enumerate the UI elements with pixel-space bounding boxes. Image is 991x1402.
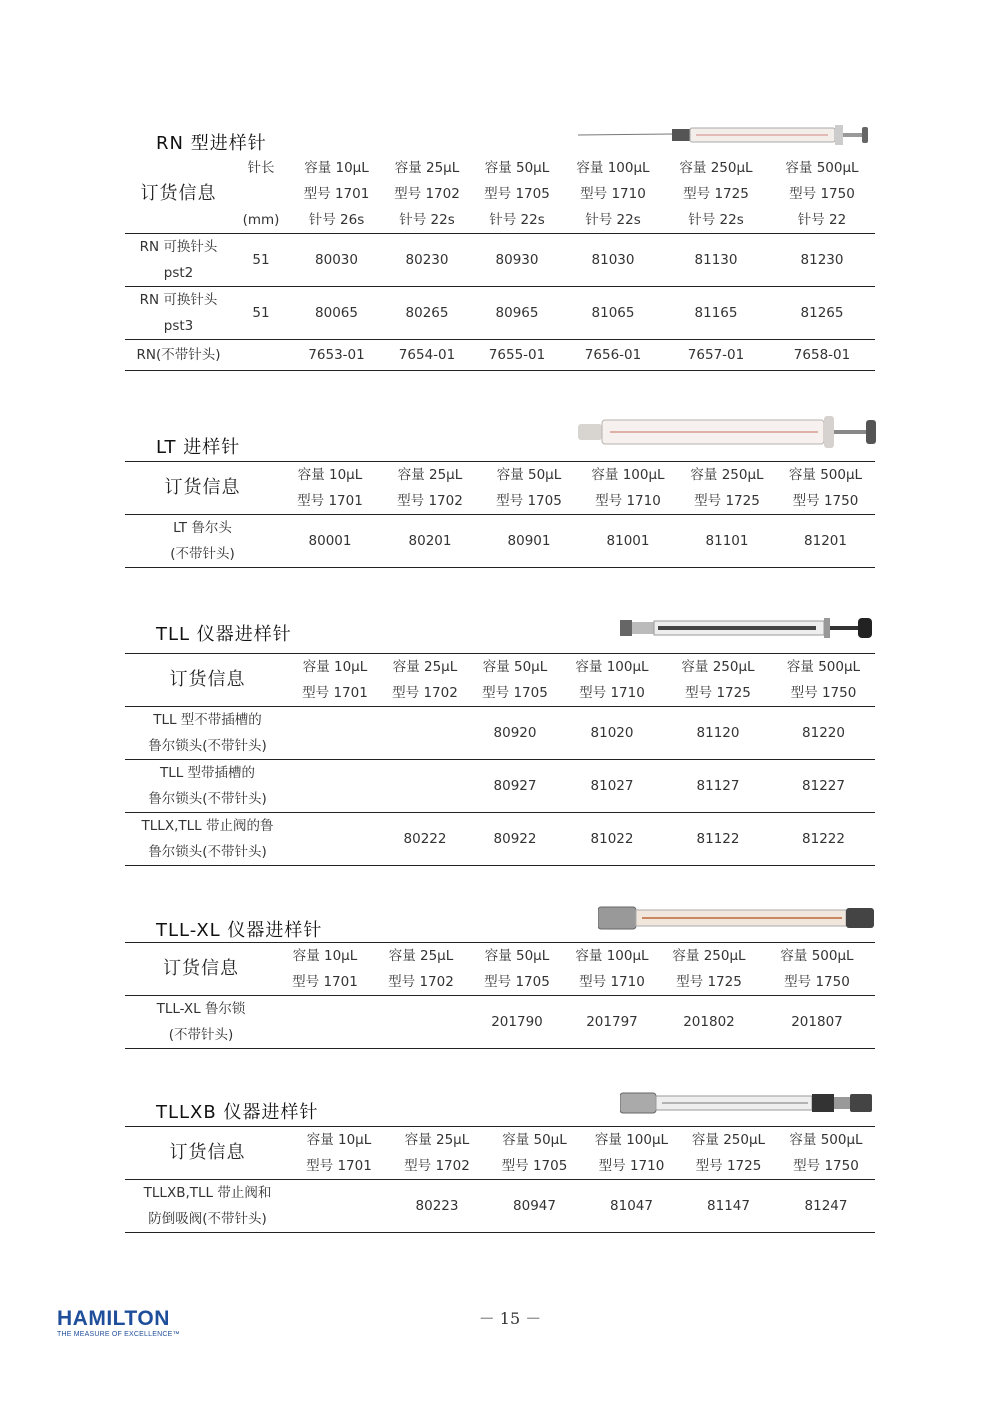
lt-syringe-icon — [578, 412, 884, 452]
tll-syringe-icon — [620, 614, 876, 642]
part-number-cell: 80901 — [480, 515, 578, 568]
part-number-cell — [290, 707, 380, 760]
rn-syringe-icon — [578, 122, 874, 148]
part-number-cell: 81130 — [663, 234, 769, 287]
tllxb-col-header: 容量 250μL 型号 1725 — [680, 1127, 777, 1180]
row-label: RN 可换针头 pst2 — [125, 234, 232, 287]
row-label: TLLXB,TLL 带止阀和 防倒吸阀(不带针头) — [125, 1180, 290, 1233]
page-number: － 15 － — [478, 1309, 542, 1328]
part-number-cell: 81020 — [560, 707, 664, 760]
lt-col-header: 容量 50μL 型号 1705 — [480, 462, 578, 515]
part-number-cell: 81230 — [769, 234, 875, 287]
tllxb-section-title: TLLXB 仪器进样针 — [156, 1102, 319, 1123]
rn-col-header: 容量 500μL 型号 1750 针号 22 — [785, 160, 859, 228]
tllxl-col-header: 容量 50μL 型号 1705 — [469, 943, 565, 996]
table-row — [125, 813, 875, 866]
part-number-cell: 81101 — [678, 515, 776, 568]
tllxb-col-header: 容量 50μL 型号 1705 — [486, 1127, 583, 1180]
table-row — [125, 287, 875, 340]
row-label: RN 可换针头 pst3 — [125, 287, 232, 340]
row-label: RN(不带针头) — [125, 340, 232, 371]
part-number-cell: 80222 — [380, 813, 470, 866]
part-number-cell: 81265 — [769, 287, 875, 340]
part-number-cell: 81147 — [680, 1180, 777, 1233]
rn-table — [125, 155, 875, 371]
part-number-cell: 81001 — [578, 515, 678, 568]
row-label: TLL 型不带插槽的 鲁尔锁头(不带针头) — [125, 707, 290, 760]
row-label: TLL 型带插槽的 鲁尔锁头(不带针头) — [125, 760, 290, 813]
part-number-cell: 81120 — [664, 707, 772, 760]
logo-wordmark: HAMILTON — [57, 1307, 170, 1330]
part-number-cell: 80065 — [290, 287, 383, 340]
tllxl-col-header: 容量 100μL 型号 1710 — [565, 943, 659, 996]
rn-section-title: RN 型进样针 — [156, 133, 267, 154]
part-number-cell: 81220 — [772, 707, 875, 760]
tll-col-header: 容量 10μL 型号 1701 — [290, 654, 380, 707]
lt-table — [125, 461, 875, 568]
rn-col-header: 容量 100μL 型号 1710 针号 22s — [576, 160, 650, 228]
part-number-cell: 80030 — [290, 234, 383, 287]
part-number-cell — [290, 813, 380, 866]
lt-col-header: 容量 500μL 型号 1750 — [776, 462, 875, 515]
tllxl-syringe-icon — [598, 903, 876, 933]
tllxl-section-title: TLL-XL 仪器进样针 — [156, 920, 323, 941]
tll-table — [125, 653, 875, 866]
tllxb-col-header: 容量 10μL 型号 1701 — [290, 1127, 388, 1180]
part-number-cell: 80965 — [471, 287, 563, 340]
part-number-cell: 81122 — [664, 813, 772, 866]
table-row — [125, 707, 875, 760]
part-number-cell: 7653-01 — [290, 340, 383, 371]
part-number-cell: 81022 — [560, 813, 664, 866]
tllxb-col-header: 容量 25μL 型号 1702 — [388, 1127, 486, 1180]
part-number-cell: 80201 — [380, 515, 480, 568]
part-number-cell: 80920 — [470, 707, 560, 760]
needle-length-cell: 51 — [232, 287, 290, 340]
hamilton-logo — [57, 1308, 180, 1339]
part-number-cell: 81047 — [583, 1180, 680, 1233]
part-number-cell: 7656-01 — [563, 340, 663, 371]
needle-length-cell: 51 — [232, 234, 290, 287]
part-number-cell: 201807 — [759, 996, 875, 1049]
tllxb-order-info-heading: 订货信息 — [125, 1127, 290, 1180]
part-number-cell — [380, 707, 470, 760]
rn-order-info-heading: 订货信息 — [140, 183, 217, 204]
lt-col-header: 容量 25μL 型号 1702 — [380, 462, 480, 515]
tll-col-header: 容量 500μL 型号 1750 — [772, 654, 875, 707]
part-number-cell: 81065 — [563, 287, 663, 340]
tll-col-header: 容量 25μL 型号 1702 — [380, 654, 470, 707]
part-number-cell: 80265 — [383, 287, 471, 340]
table-row — [125, 1180, 875, 1233]
table-row — [125, 515, 875, 568]
part-number-cell: 81201 — [776, 515, 875, 568]
part-number-cell: 81165 — [663, 287, 769, 340]
tll-col-header: 容量 100μL 型号 1710 — [560, 654, 664, 707]
part-number-cell — [373, 996, 469, 1049]
lt-col-header: 容量 100μL 型号 1710 — [578, 462, 678, 515]
part-number-cell — [290, 760, 380, 813]
tll-col-header: 容量 250μL 型号 1725 — [664, 654, 772, 707]
lt-col-header: 容量 250μL 型号 1725 — [678, 462, 776, 515]
table-row — [125, 340, 875, 371]
table-row — [125, 760, 875, 813]
table-row — [125, 234, 875, 287]
tllxl-col-header: 容量 250μL 型号 1725 — [659, 943, 759, 996]
part-number-cell: 81247 — [777, 1180, 875, 1233]
lt-section-title: LT 进样针 — [156, 437, 241, 458]
part-number-cell — [380, 760, 470, 813]
tllxb-table — [125, 1126, 875, 1233]
part-number-cell: 80930 — [471, 234, 563, 287]
rn-col-header: 容量 250μL 型号 1725 针号 22s — [679, 160, 753, 228]
row-label: TLL-XL 鲁尔锁 (不带针头) — [125, 996, 277, 1049]
needle-length-cell — [232, 340, 290, 371]
part-number-cell — [290, 1180, 388, 1233]
tllxl-order-info-heading: 订货信息 — [125, 943, 277, 996]
tllxl-col-header: 容量 25μL 型号 1702 — [373, 943, 469, 996]
part-number-cell — [277, 996, 373, 1049]
rn-col-header: 容量 50μL 型号 1705 针号 22s — [484, 160, 550, 228]
tll-order-info-heading: 订货信息 — [125, 654, 290, 707]
part-number-cell: 80927 — [470, 760, 560, 813]
part-number-cell: 80922 — [470, 813, 560, 866]
part-number-cell: 7654-01 — [383, 340, 471, 371]
part-number-cell: 81027 — [560, 760, 664, 813]
tllxb-syringe-icon — [620, 1088, 876, 1118]
tllxb-col-header: 容量 500μL 型号 1750 — [777, 1127, 875, 1180]
part-number-cell: 7657-01 — [663, 340, 769, 371]
tllxl-table — [125, 942, 875, 1049]
part-number-cell: 201797 — [565, 996, 659, 1049]
row-label: LT 鲁尔头 (不带针头) — [125, 515, 280, 568]
row-label: TLLX,TLL 带止阀的鲁 鲁尔锁头(不带针头) — [125, 813, 290, 866]
part-number-cell: 81227 — [772, 760, 875, 813]
rn-col-header: 容量 10μL 型号 1701 针号 26s — [303, 160, 370, 228]
logo-tagline: THE MEASURE OF EXCELLENCE™ — [57, 1331, 180, 1338]
part-number-cell: 81030 — [563, 234, 663, 287]
tllxb-col-header: 容量 100μL 型号 1710 — [583, 1127, 680, 1180]
rn-col-header: 容量 25μL 型号 1702 针号 22s — [394, 160, 460, 228]
part-number-cell: 7655-01 — [471, 340, 563, 371]
table-row — [125, 996, 875, 1049]
tll-section-title: TLL 仪器进样针 — [156, 624, 292, 645]
rn-needle-length-heading: 针长 (mm) — [242, 160, 280, 228]
part-number-cell: 81222 — [772, 813, 875, 866]
tllxl-col-header: 容量 500μL 型号 1750 — [759, 943, 875, 996]
part-number-cell: 201802 — [659, 996, 759, 1049]
part-number-cell: 81127 — [664, 760, 772, 813]
part-number-cell: 80223 — [388, 1180, 486, 1233]
part-number-cell: 7658-01 — [769, 340, 875, 371]
part-number-cell: 80230 — [383, 234, 471, 287]
lt-col-header: 容量 10μL 型号 1701 — [280, 462, 380, 515]
part-number-cell: 80947 — [486, 1180, 583, 1233]
part-number-cell: 201790 — [469, 996, 565, 1049]
tll-col-header: 容量 50μL 型号 1705 — [470, 654, 560, 707]
tllxl-col-header: 容量 10μL 型号 1701 — [277, 943, 373, 996]
part-number-cell: 80001 — [280, 515, 380, 568]
lt-order-info-heading: 订货信息 — [125, 462, 280, 515]
